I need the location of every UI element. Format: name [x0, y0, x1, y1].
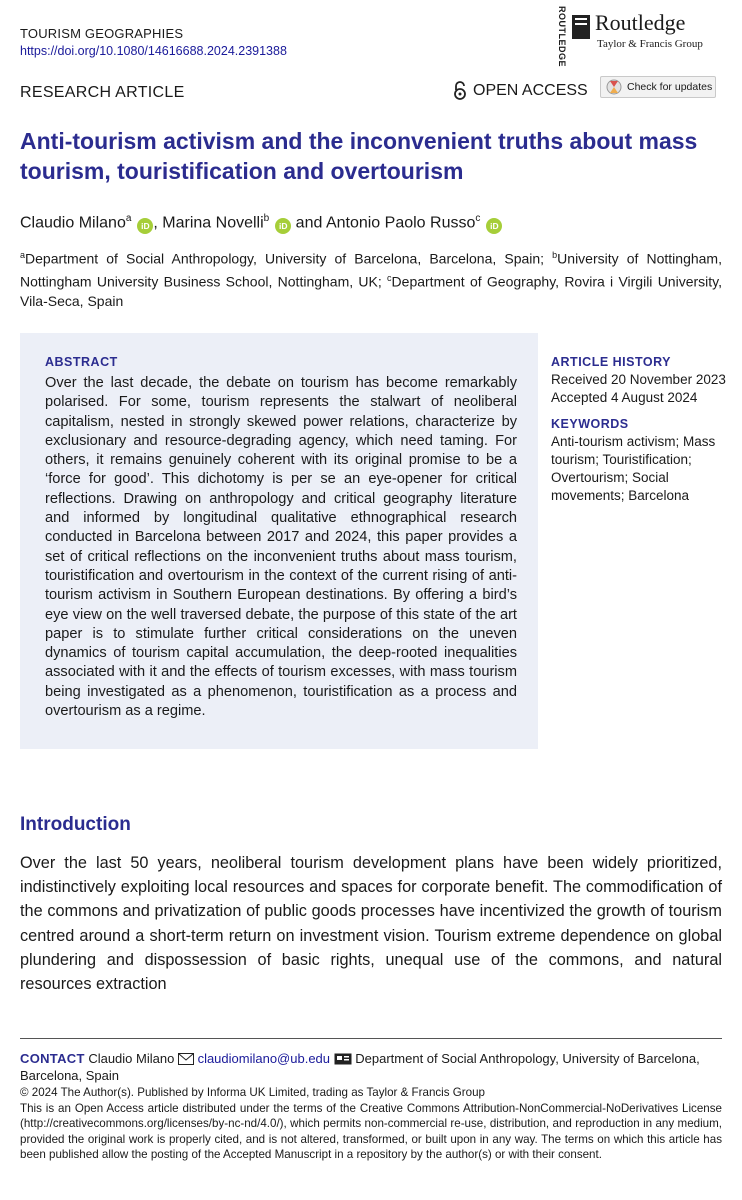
abstract-box [20, 333, 538, 749]
author-affil-sup: b [263, 213, 270, 224]
copyright-line: © 2024 The Author(s). Published by Informa UK Limited, trading as Taylor & Francis Group [20, 1086, 485, 1099]
orcid-icon[interactable]: iD [486, 218, 502, 234]
affiliation-b: University of Nottingham, Nottingham University Business School, Nottingham, UK; [20, 250, 722, 290]
author-name[interactable]: Claudio Milano [20, 214, 126, 232]
contact-email-link[interactable]: claudiomilano@ub.edu [197, 1051, 331, 1066]
email-icon [178, 1053, 194, 1065]
contact-address: Department of Social Anthropology, University of Barcelona, Barcelona, Spain [20, 1051, 700, 1083]
introduction-heading: Introduction [20, 814, 131, 835]
open-access-badge [453, 81, 588, 101]
affil-sup: a [20, 250, 26, 260]
author-list [20, 208, 725, 234]
keywords-heading: KEYWORDS [551, 417, 629, 431]
contact-block [20, 1050, 722, 1084]
affil-sup: c [387, 273, 392, 284]
keywords-list: Anti-tourism activism; Mass tourism; Touristification; Overtourism; Social movements; Barcelona [551, 434, 716, 503]
orcid-icon[interactable]: iD [275, 218, 291, 234]
copyright-notice [20, 1085, 722, 1163]
affil-sup: b [552, 250, 558, 260]
accepted-date: Accepted 4 August 2024 [551, 390, 698, 405]
article-info-sidebar [551, 353, 726, 505]
affiliations [20, 246, 722, 312]
open-access-lock-icon [453, 81, 467, 101]
publisher-name: Routledge [595, 10, 686, 35]
affiliation-a: Department of Social Anthropology, University of Barcelona, Barcelona, Spain; [25, 250, 553, 267]
footer-divider [20, 1038, 722, 1039]
author-affil-sup: c [475, 213, 481, 224]
license-text: This is an Open Access article distributed under the terms of the Creative Commons Attribution-NonCommercial-NoDerivatives License (http://creativecommons.org/licenses/by-nc-nd/4.0/), which permits non-commercial re-use, distribution, and reproduction in any medium, provided the original work is properly cited, and is not altered, transformed, or built upon in any way. The terms on which this article has been published allow the posting of the Accepted Manuscript in a repository by the author(s) or with their consent. [20, 1101, 722, 1161]
introduction-text: Over the last 50 years, neoliberal tourism development plans have been widely prioritized, indistinctively exploiting local resources and spaces for corporate benefit. The commodification of the commons and privatization of public goods processes have incentivized the growth of tourism centred around a short-term return on investment vision. Tourism extreme dependence on global plundering and dispossession of basic rights, unequal use of the commons, and natural resources extraction [20, 854, 722, 994]
article-title: Anti-tourism activism and the inconvenient truths about mass tourism, touristification and overtourism [20, 128, 698, 184]
check-for-updates-label: Check for updates [627, 81, 713, 93]
routledge-logo[interactable] [545, 6, 725, 68]
author-affil-sup: a [125, 213, 132, 224]
article-history-heading: ARTICLE HISTORY [551, 355, 672, 369]
journal-name: TOURISM GEOGRAPHIES [20, 26, 184, 41]
open-access-label: OPEN ACCESS [473, 82, 588, 99]
orcid-icon[interactable]: iD [137, 218, 153, 234]
affiliation-c: Department of Geography, Rovira i Virgili University, Vila-Seca, Spain [20, 273, 722, 310]
contact-label: CONTACT [20, 1051, 85, 1066]
routledge-book-icon [571, 14, 591, 40]
author-name[interactable]: Marina Novelli [162, 214, 264, 232]
crossmark-icon [606, 79, 622, 95]
contact-name: Claudio Milano [88, 1051, 175, 1066]
doi-link[interactable]: https://doi.org/10.1080/14616688.2024.2391388 [20, 44, 287, 58]
abstract-heading: ABSTRACT [45, 355, 118, 369]
author-name[interactable]: Antonio Paolo Russo [325, 214, 476, 232]
check-for-updates-button[interactable] [600, 76, 716, 98]
article-type: RESEARCH ARTICLE [20, 84, 185, 101]
publisher-group: Taylor & Francis Group [597, 38, 703, 50]
publisher-vertical-text: ROUTLEDGE [557, 6, 567, 68]
received-date: Received 20 November 2023 [551, 372, 726, 387]
author-separator: , [153, 214, 163, 232]
address-icon [334, 1053, 352, 1065]
abstract-text: Over the last decade, the debate on tourism has become remarkably polarised. For some, tourism represents the stalwart of neoliberal capitalism, nested in strongly skewed power relations, characterize by exclusionary and resource-degrading agency, which need taming. For others, it remains genuinely coherent with its original promise to be a ‘force for good’. This dichotomy is per se an eye-opener for critical reflections. Drawing on anthropology and critical geography literature and informed by longitudinal qualitative ethnographical research conducted in Barcelona between 2017 and 2024, this paper provides a set of critical reflections on the inconvenient truths about mass tourism, touristification and overtourism in the context of the current rising of anti-tourism activism in Southern European destinations. By offering a bird’s eye view on the well traversed debate, the purpose of this state of the art paper is to stimulate further critical considerations on the uneven dynamics of tourism capital accumulation, the deep-rooted inequalities associated with it and the effects of tourism excesses, with mass tourism being investigated as a phenomenon, touristification as a process and overtourism as a regime. [45, 375, 517, 720]
author-separator: and [291, 214, 326, 232]
